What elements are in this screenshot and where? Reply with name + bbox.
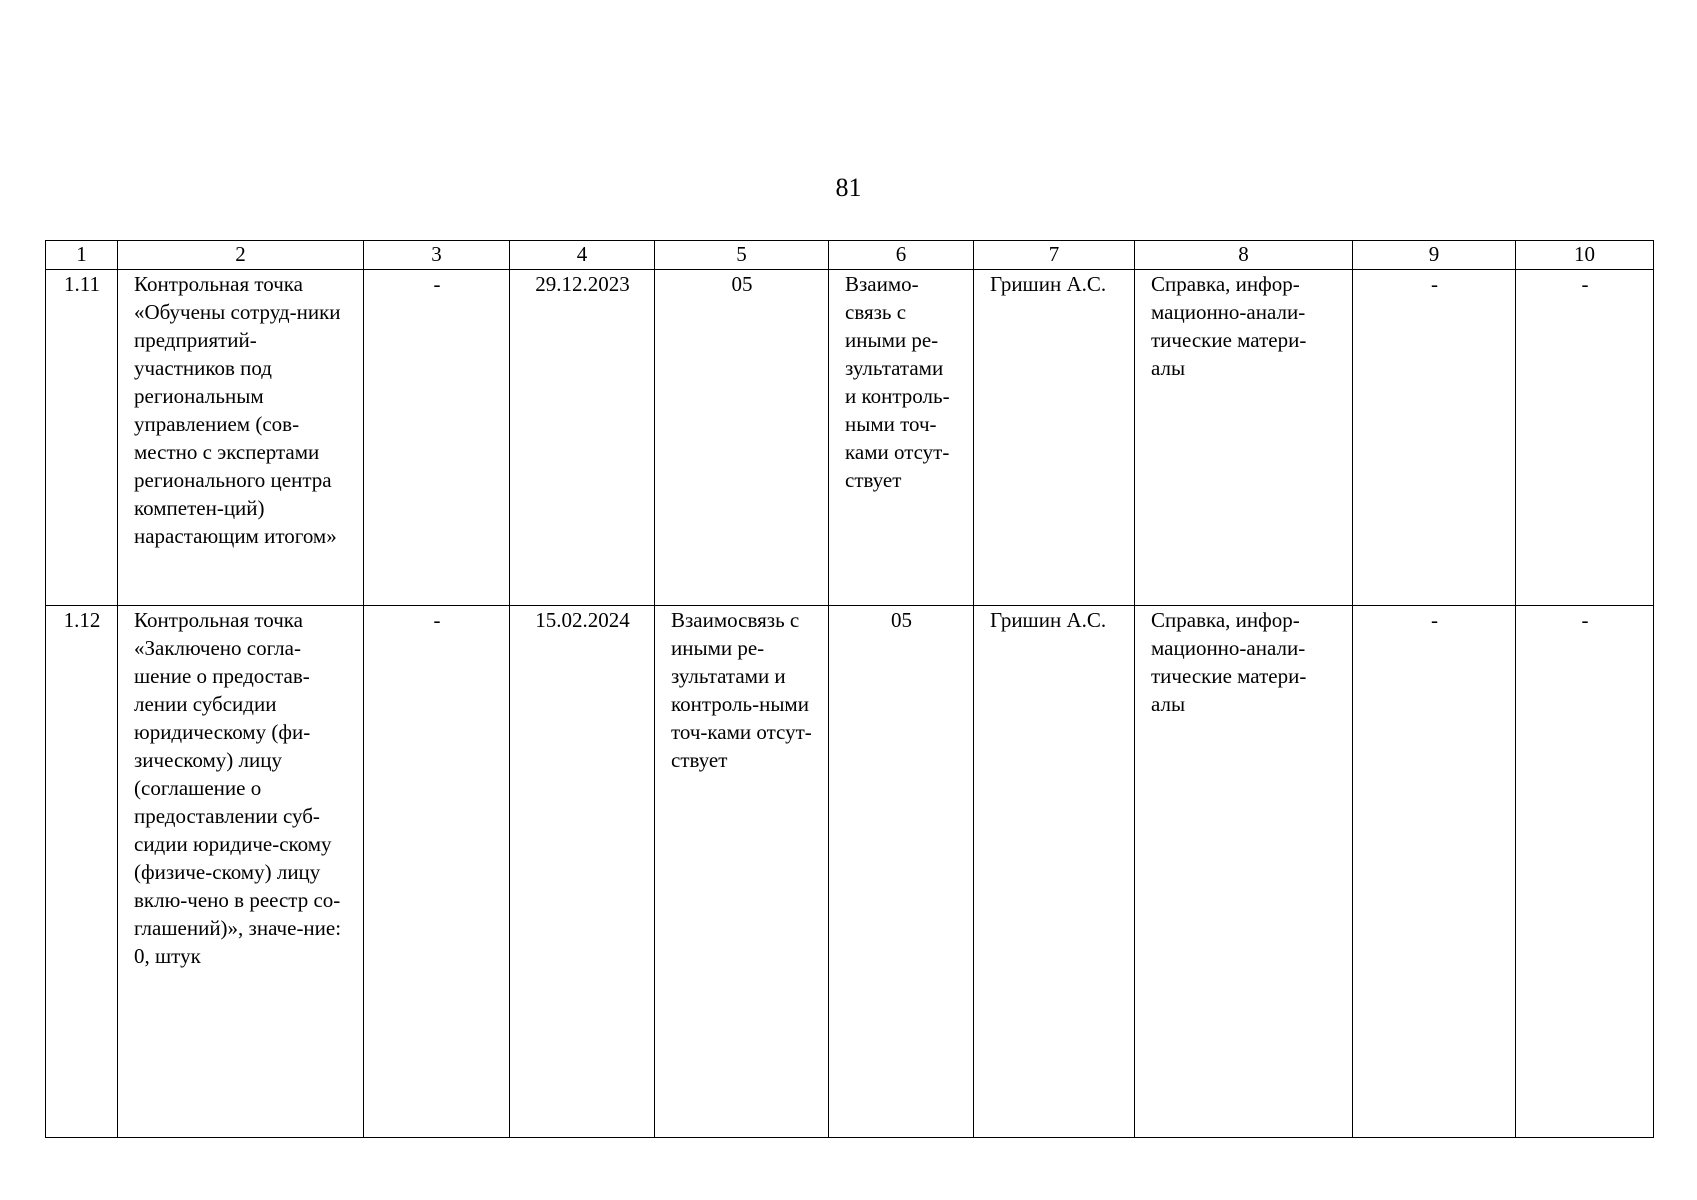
cell-col3: - — [364, 270, 510, 606]
cell-col10: - — [1516, 270, 1654, 606]
cell-col5: Взаимосвязь с иными ре-зультатами и контроль-ными точ-ками отсут-ствует — [655, 606, 829, 1138]
cell-responsible: Гришин А.С. — [974, 606, 1135, 1138]
header-cell: 10 — [1516, 241, 1654, 270]
cell-document: Справка, инфор-мационно-анали-тические матери-алы — [1135, 606, 1353, 1138]
header-cell: 8 — [1135, 241, 1353, 270]
header-cell: 1 — [46, 241, 118, 270]
control-point-name: Контрольная точка «Заключено согла-шение о предостав-лении субсидии юридическому (фи-зическому) лицу (соглашение о предоставлении суб-сидии юридиче-скому (физиче-скому) лицу вклю-чено в реестр со-глашений)», значе-ние: 0, штук — [118, 606, 364, 1138]
cell-col9: - — [1353, 606, 1516, 1138]
cell-col10: - — [1516, 606, 1654, 1138]
cell-document: Справка, инфор-мационно-анали-тические матери-алы — [1135, 270, 1353, 606]
table-row — [46, 270, 1654, 606]
header-cell: 4 — [510, 241, 655, 270]
header-cell: 9 — [1353, 241, 1516, 270]
header-cell: 2 — [118, 241, 364, 270]
control-points-table — [45, 240, 1654, 1138]
header-cell: 7 — [974, 241, 1135, 270]
header-cell: 6 — [829, 241, 974, 270]
control-point-name: Контрольная точка «Обучены сотруд-ники предприятий-участников под региональным управлением (сов-местно с экспертами регионального центра компетен-ций) нарастающим итогом» — [118, 270, 364, 606]
cell-col9: - — [1353, 270, 1516, 606]
cell-col5: 05 — [655, 270, 829, 606]
cell-date: 15.02.2024 — [510, 606, 655, 1138]
page-number: 81 — [835, 173, 862, 202]
cell-col6: 05 — [829, 606, 974, 1138]
row-number: 1.12 — [46, 606, 118, 1138]
row-number: 1.11 — [46, 270, 118, 606]
cell-date: 29.12.2023 — [510, 270, 655, 606]
header-cell: 3 — [364, 241, 510, 270]
table-row — [46, 606, 1654, 1138]
header-cell: 5 — [655, 241, 829, 270]
table-header-row — [46, 241, 1654, 270]
cell-col6: Взаимо-связь с иными ре-зультатами и контроль-ными точ-ками отсут-ствует — [829, 270, 974, 606]
cell-col3: - — [364, 606, 510, 1138]
cell-responsible: Гришин А.С. — [974, 270, 1135, 606]
